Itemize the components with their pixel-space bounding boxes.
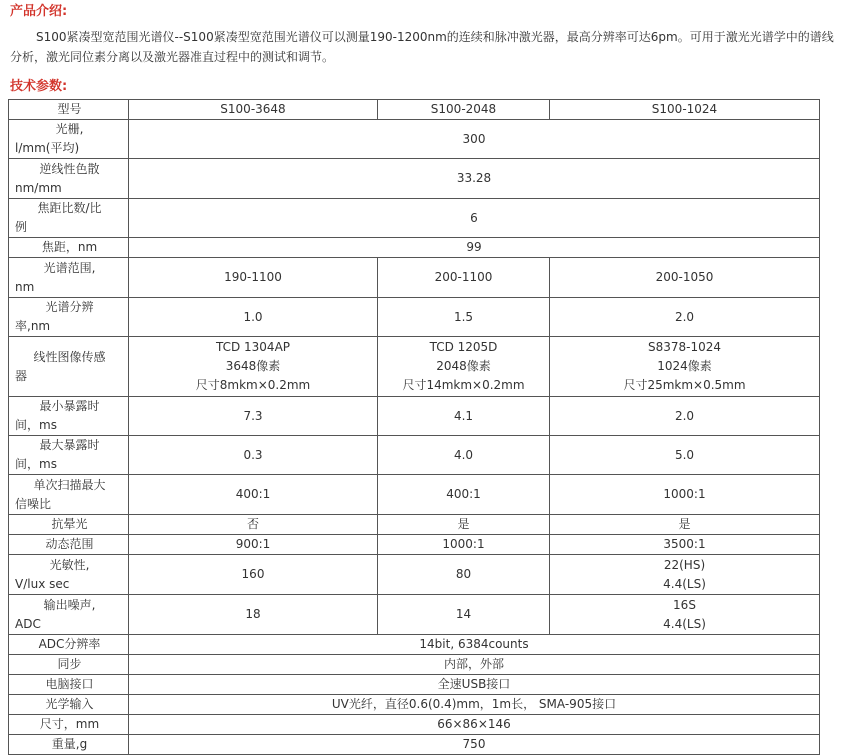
intro-title: 产品介绍: (10, 4, 68, 19)
cell-line: 4.1 (453, 408, 474, 423)
cell-line: 全速USB接口 (437, 677, 511, 691)
table-row (9, 397, 820, 436)
table-row (9, 159, 820, 199)
cell-line: 1000:1 (442, 537, 485, 551)
cell-line: S8378-1024 (647, 340, 722, 354)
cell-line: 200-1050 (655, 270, 714, 284)
cell-line: 5.0 (674, 447, 695, 462)
row-value-model-1 (129, 475, 378, 515)
row-label (9, 238, 129, 258)
row-label (9, 337, 129, 397)
cell-line: 1.0 (243, 309, 263, 324)
row-value-model-1 (129, 595, 378, 635)
row-value-model-2 (378, 298, 550, 337)
row-value-model-2 (378, 535, 550, 555)
row-label-line: 光学输入 (45, 697, 94, 711)
cell-line: 6 (470, 210, 478, 225)
cell-line: 是 (678, 517, 691, 531)
row-label-line: 光谱范围, (43, 260, 96, 275)
cell-line: 99 (466, 240, 482, 254)
row-value-model-1 (129, 397, 378, 436)
row-label (9, 159, 129, 199)
cell-line: 尺寸25mkm×0.5mm (623, 378, 746, 392)
cell-line: UV光纤，直径0.6(0.4)mm，1m长， SMA-905接口 (331, 697, 617, 711)
row-label-line: 焦距，nm (41, 240, 98, 254)
table-row (9, 298, 820, 337)
row-value-shared (129, 695, 820, 715)
header-model-label: 型号 (9, 100, 129, 120)
row-label-line: 逆线性色散 (39, 161, 100, 176)
intro-text: S100紧凑型宽范围光谱仪--S100紧凑型宽范围光谱仪可以测量190-1200nm的连续和脉冲激光器，最高分辨率可达6pm。可用于激光光谱学中的谱线分析，激光同位素分离以及激光器准直过程中的测试和调节。 (10, 30, 834, 64)
row-label-line: 例 (15, 220, 28, 234)
cell-line: 2.0 (674, 408, 695, 423)
row-label-line: 尺寸，mm (39, 717, 100, 731)
table-header-row (9, 100, 820, 120)
cell-line: 4.4(LS) (663, 576, 706, 591)
table-row (9, 655, 820, 675)
cell-line: 300 (462, 131, 486, 146)
row-value-model-3 (550, 595, 820, 635)
table-row (9, 535, 820, 555)
row-label-line: nm (15, 279, 35, 294)
row-label (9, 298, 129, 337)
table-row (9, 258, 820, 298)
row-label (9, 635, 129, 655)
cell-line: 33.28 (456, 171, 492, 185)
row-label-line: 最大暴露时 (39, 438, 100, 452)
row-value-shared (129, 655, 820, 675)
row-label-line: 间，ms (15, 418, 57, 432)
row-value-model-1 (129, 298, 378, 337)
cell-line: 190-1100 (224, 270, 282, 284)
row-label (9, 555, 129, 595)
table-row (9, 675, 820, 695)
row-label (9, 475, 129, 515)
cell-line: 400:1 (446, 487, 481, 501)
cell-line: 7.3 (243, 408, 263, 423)
cell-line: 750 (462, 737, 486, 751)
row-label-line: 电脑接口 (45, 677, 94, 691)
row-value-model-1 (129, 515, 378, 535)
row-label (9, 735, 129, 755)
row-value-model-3 (550, 298, 820, 337)
table-row (9, 735, 820, 755)
row-value-model-2 (378, 595, 550, 635)
row-label-line: V/lux sec (15, 576, 70, 591)
row-label-line: 重量,g (51, 737, 88, 751)
cell-line: 否 (246, 517, 259, 531)
cell-line: 内部，外部 (443, 657, 504, 671)
table-row (9, 120, 820, 159)
row-value-model-3 (550, 515, 820, 535)
cell-line: TCD 1304AP (215, 340, 291, 354)
cell-line: 14 (455, 607, 472, 621)
cell-line: 1.5 (453, 309, 474, 324)
row-value-model-1 (129, 337, 378, 397)
cell-line: 尺寸8mkm×0.2mm (195, 378, 311, 392)
cell-line: 160 (241, 567, 265, 581)
row-label-line: 输出噪声, (43, 597, 96, 612)
row-value-shared (129, 715, 820, 735)
row-value-shared (129, 159, 820, 199)
specs-title: 技术参数: (10, 79, 68, 94)
row-label-line: nm/mm (15, 180, 62, 195)
row-label (9, 258, 129, 298)
table-row (9, 199, 820, 238)
row-value-model-3 (550, 258, 820, 298)
table-row (9, 635, 820, 655)
row-label-line: 单次扫描最大 (33, 477, 106, 492)
row-value-model-1 (129, 535, 378, 555)
header-model-2: S100-2048 (378, 100, 550, 120)
row-label-line: 同步 (57, 657, 82, 671)
row-label (9, 675, 129, 695)
row-value-model-3 (550, 475, 820, 515)
table-row (9, 436, 820, 475)
row-label-line: 线性图像传感 (33, 349, 106, 364)
row-value-model-3 (550, 436, 820, 475)
row-value-model-1 (129, 555, 378, 595)
row-value-shared (129, 199, 820, 238)
row-value-model-3 (550, 535, 820, 555)
row-label (9, 695, 129, 715)
row-value-model-2 (378, 397, 550, 436)
row-label-line: 间，ms (15, 457, 57, 471)
cell-line: 2.0 (674, 309, 695, 324)
cell-line: 0.3 (243, 447, 263, 462)
cell-line: 66×86×146 (437, 717, 511, 731)
table-row (9, 595, 820, 635)
row-value-shared (129, 120, 820, 159)
row-label (9, 715, 129, 735)
cell-line: 80 (455, 567, 472, 581)
row-label-line: 焦距比数/比 (37, 201, 102, 215)
header-model-3: S100-1024 (550, 100, 820, 120)
row-value-model-1 (129, 436, 378, 475)
cell-line: 18 (245, 607, 261, 621)
row-label-line: 光敏性, (49, 557, 90, 572)
row-value-model-2 (378, 436, 550, 475)
table-row (9, 555, 820, 595)
cell-line: 200-1100 (434, 270, 493, 284)
cell-line: 400:1 (235, 487, 271, 501)
cell-line: 3648像素 (225, 359, 281, 373)
row-label-line: 信噪比 (15, 496, 52, 511)
row-value-shared (129, 635, 820, 655)
row-label (9, 535, 129, 555)
row-label-line: 光谱分辨 (45, 300, 94, 314)
row-value-model-2 (378, 258, 550, 298)
row-label (9, 515, 129, 535)
cell-line: 是 (457, 517, 470, 531)
cell-line: 1000:1 (663, 487, 706, 501)
row-label (9, 655, 129, 675)
row-value-model-3 (550, 555, 820, 595)
row-value-shared (129, 238, 820, 258)
cell-line: 16S (673, 597, 696, 612)
table-row (9, 475, 820, 515)
intro-paragraph (10, 27, 836, 67)
cell-line: 4.4(LS) (663, 616, 706, 631)
row-label (9, 436, 129, 475)
table-row (9, 695, 820, 715)
cell-line: 2048像素 (436, 359, 491, 373)
table-row (9, 515, 820, 535)
cell-line: 1024像素 (657, 359, 712, 373)
row-value-model-1 (129, 258, 378, 298)
row-label-line: 率,nm (15, 319, 51, 333)
row-value-shared (129, 675, 820, 695)
cell-line: 14bit, 6384counts (419, 637, 529, 651)
row-label-line: 抗晕光 (51, 517, 88, 531)
row-label-line: l/mm(平均) (15, 141, 80, 155)
row-label-line: 光栅, (55, 122, 84, 136)
row-label-line: ADC (15, 616, 41, 631)
cell-line: TCD 1205D (429, 340, 498, 354)
row-label-line: 器 (15, 368, 28, 383)
row-label-line: 最小暴露时 (39, 399, 100, 413)
cell-line: 900:1 (235, 537, 271, 551)
cell-line: 4.0 (453, 447, 474, 462)
row-label (9, 120, 129, 159)
row-label (9, 199, 129, 238)
table-row (9, 715, 820, 735)
table-row (9, 337, 820, 397)
row-label-line: 动态范围 (45, 537, 94, 551)
row-label-line: ADC分辨率 (38, 637, 101, 651)
cell-line: 3500:1 (663, 537, 706, 551)
table-row (9, 238, 820, 258)
row-value-model-2 (378, 555, 550, 595)
row-value-model-2 (378, 475, 550, 515)
row-value-model-2 (378, 515, 550, 535)
cell-line: 尺寸14mkm×0.2mm (402, 378, 525, 392)
row-value-model-3 (550, 397, 820, 436)
row-label (9, 595, 129, 635)
row-label (9, 397, 129, 436)
cell-line: 22(HS) (663, 557, 706, 572)
row-value-shared (129, 735, 820, 755)
row-value-model-3 (550, 337, 820, 397)
header-model-1: S100-3648 (129, 100, 378, 120)
spec-table (8, 99, 820, 755)
row-value-model-2 (378, 337, 550, 397)
